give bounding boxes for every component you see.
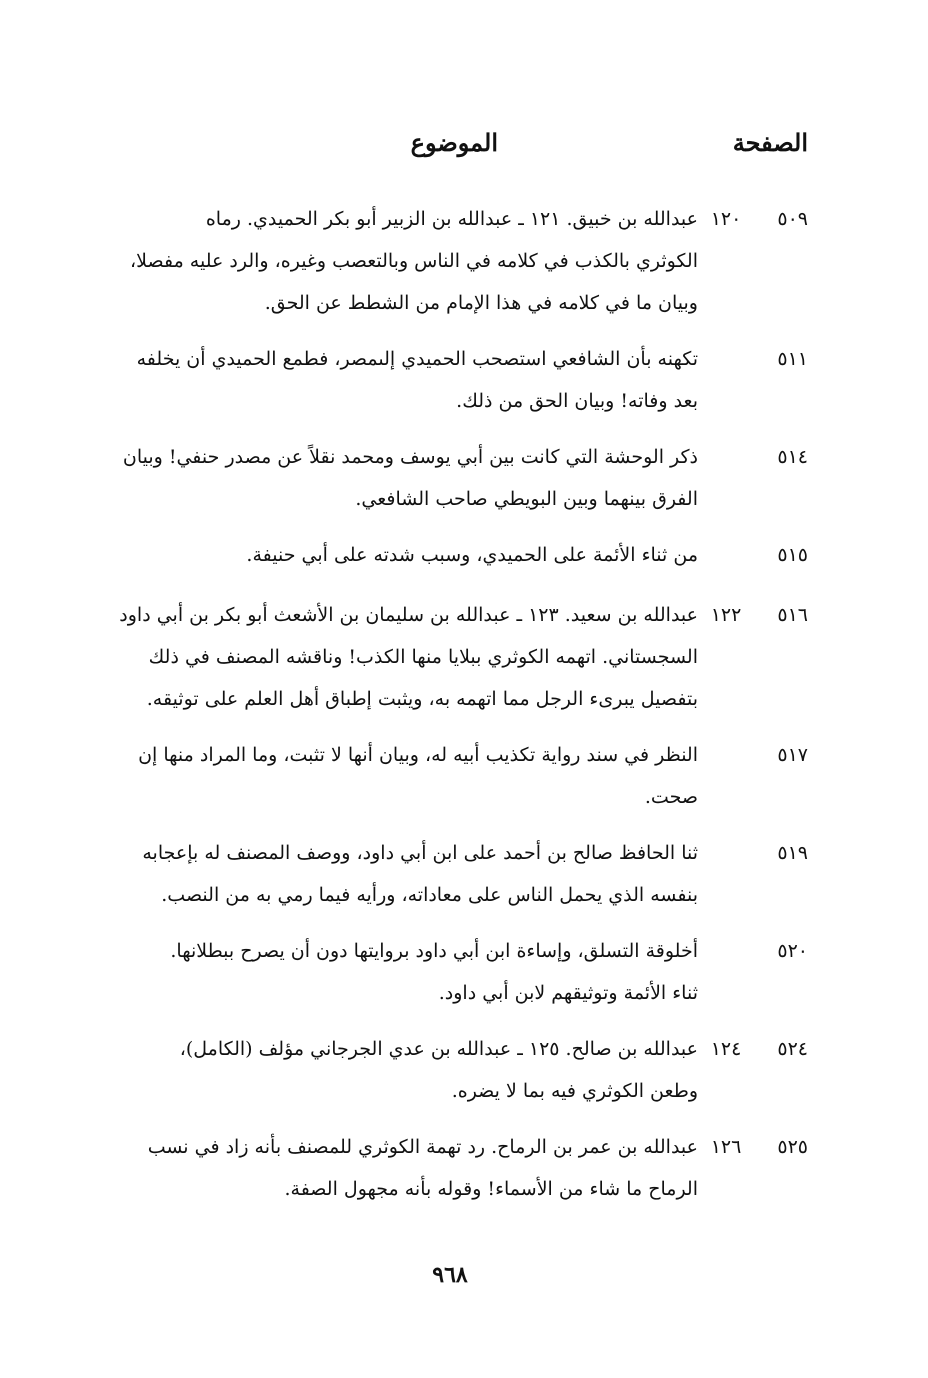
entry-line: عبدالله بن صالح. ١٢٥ ـ عبدالله بن عدي الجرجاني مؤلف (الكامل)، bbox=[179, 1038, 698, 1060]
entry-page-number: ٥١٤ bbox=[777, 446, 808, 468]
entry-line: الفرق بينهما وبين البويطي صاحب الشافعي. bbox=[355, 488, 698, 510]
entry-line: ذكر الوحشة التي كانت بين أبي يوسف ومحمد نقلاً عن مصدر حنفي! وبيان bbox=[122, 446, 698, 468]
entry-line: عبدالله بن سعيد. ١٢٣ ـ عبدالله بن سليمان بن الأشعث أبو بكر بن أبي داود bbox=[119, 604, 698, 626]
entry-page-number: ٥٠٩ bbox=[777, 208, 808, 230]
entry-line: السجستاني. اتهمه الكوثري ببلايا منها الكذب! وناقشه المصنف في ذلك bbox=[148, 646, 698, 668]
index-entry bbox=[80, 734, 808, 818]
index-entry bbox=[80, 930, 808, 1014]
entry-text bbox=[80, 930, 698, 1014]
entry-line: بعد وفاته! وبيان الحق من ذلك. bbox=[456, 390, 698, 412]
index-entry bbox=[80, 1028, 808, 1112]
entry-text bbox=[80, 198, 698, 324]
entry-page-number: ٥٢٥ bbox=[777, 1136, 808, 1158]
entry-biography-number: ١٢٠ bbox=[710, 208, 742, 230]
entry-line: صحت. bbox=[644, 786, 698, 808]
entry-line: عبدالله بن خبيق. ١٢١ ـ عبدالله بن الزبير أبو بكر الحميدي. رماه bbox=[205, 208, 698, 230]
entry-line: الكوثري بالكذب في كلامه في الناس وبالتعصب وغيره، والرد عليه مفصلا، bbox=[130, 250, 698, 272]
entry-page-number: ٥١٥ bbox=[777, 544, 808, 566]
index-entry bbox=[80, 338, 808, 422]
index-entry bbox=[80, 534, 808, 576]
entry-biography-number: ١٢٦ bbox=[710, 1136, 742, 1158]
index-entry bbox=[80, 198, 808, 324]
entry-page-number: ٥٢٤ bbox=[777, 1038, 808, 1060]
entry-line: وطعن الكوثري فيه بما لا يضره. bbox=[451, 1080, 698, 1102]
entry-text bbox=[80, 734, 698, 818]
entry-line: تكهنه بأن الشافعي استصحب الحميدي إلىمصر، فطمع الحميدي أن يخلفه bbox=[136, 348, 698, 370]
entry-text bbox=[80, 594, 698, 720]
entry-line: ثنا الحافظ صالح بن أحمد على ابن أبي داود، ووصف المصنف له بإعجابه bbox=[142, 842, 698, 864]
index-entry bbox=[80, 832, 808, 916]
entry-page-number: ٥٢٠ bbox=[777, 940, 808, 962]
entry-text bbox=[80, 1028, 698, 1112]
entry-text bbox=[80, 832, 698, 916]
entry-line: الرماح ما شاء من الأسماء! وقوله بأنه مجهول الصفة. bbox=[284, 1178, 698, 1200]
entry-line: بنفسه الذي يحمل الناس على معاداته، ورأيه فيما رمي به من النصب. bbox=[161, 884, 698, 906]
entry-biography-number: ١٢٢ bbox=[710, 604, 742, 626]
entry-page-number: ٥١٦ bbox=[777, 604, 808, 626]
topic-column-heading: الموضوع bbox=[410, 128, 498, 157]
entry-line: أخلوقة التسلق، وإساءة ابن أبي داود بروايتها دون أن يصرح ببطلانها. bbox=[170, 940, 698, 962]
entry-text bbox=[80, 534, 698, 576]
entry-text bbox=[80, 436, 698, 520]
page-column-heading: الصفحة bbox=[732, 128, 808, 157]
entry-line: بتفصيل يبرىء الرجل مما اتهمه به، ويثبت إطباق أهل العلم على توثيقه. bbox=[146, 688, 698, 710]
entry-page-number: ٥١٩ bbox=[777, 842, 808, 864]
entry-line: عبدالله بن عمر بن الرماح. رد تهمة الكوثري للمصنف بأنه زاد في نسب bbox=[147, 1136, 698, 1158]
entry-line: وبيان ما في كلامه في هذا الإمام من الشطط عن الحق. bbox=[264, 292, 698, 314]
entry-line: من ثناء الأئمة على الحميدي، وسبب شدته على أبي حنيفة. bbox=[246, 544, 698, 566]
entry-page-number: ٥١١ bbox=[777, 348, 808, 370]
entry-line: النظر في سند رواية تكذيب أبيه له، وبيان أنها لا تثبت، وما المراد منها إن bbox=[138, 744, 698, 766]
entry-biography-number: ١٢٤ bbox=[710, 1038, 742, 1060]
entry-text bbox=[80, 338, 698, 422]
index-entry bbox=[80, 436, 808, 520]
entry-line: ثناء الأئمة وتوثيقهم لابن أبي داود. bbox=[438, 982, 698, 1004]
index-entry bbox=[80, 1126, 808, 1210]
index-entry bbox=[80, 594, 808, 720]
index-entries bbox=[80, 198, 808, 1224]
entry-text bbox=[80, 1126, 698, 1210]
entry-page-number: ٥١٧ bbox=[777, 744, 808, 766]
page-number-footer: ٩٦٨ bbox=[432, 1262, 468, 1288]
